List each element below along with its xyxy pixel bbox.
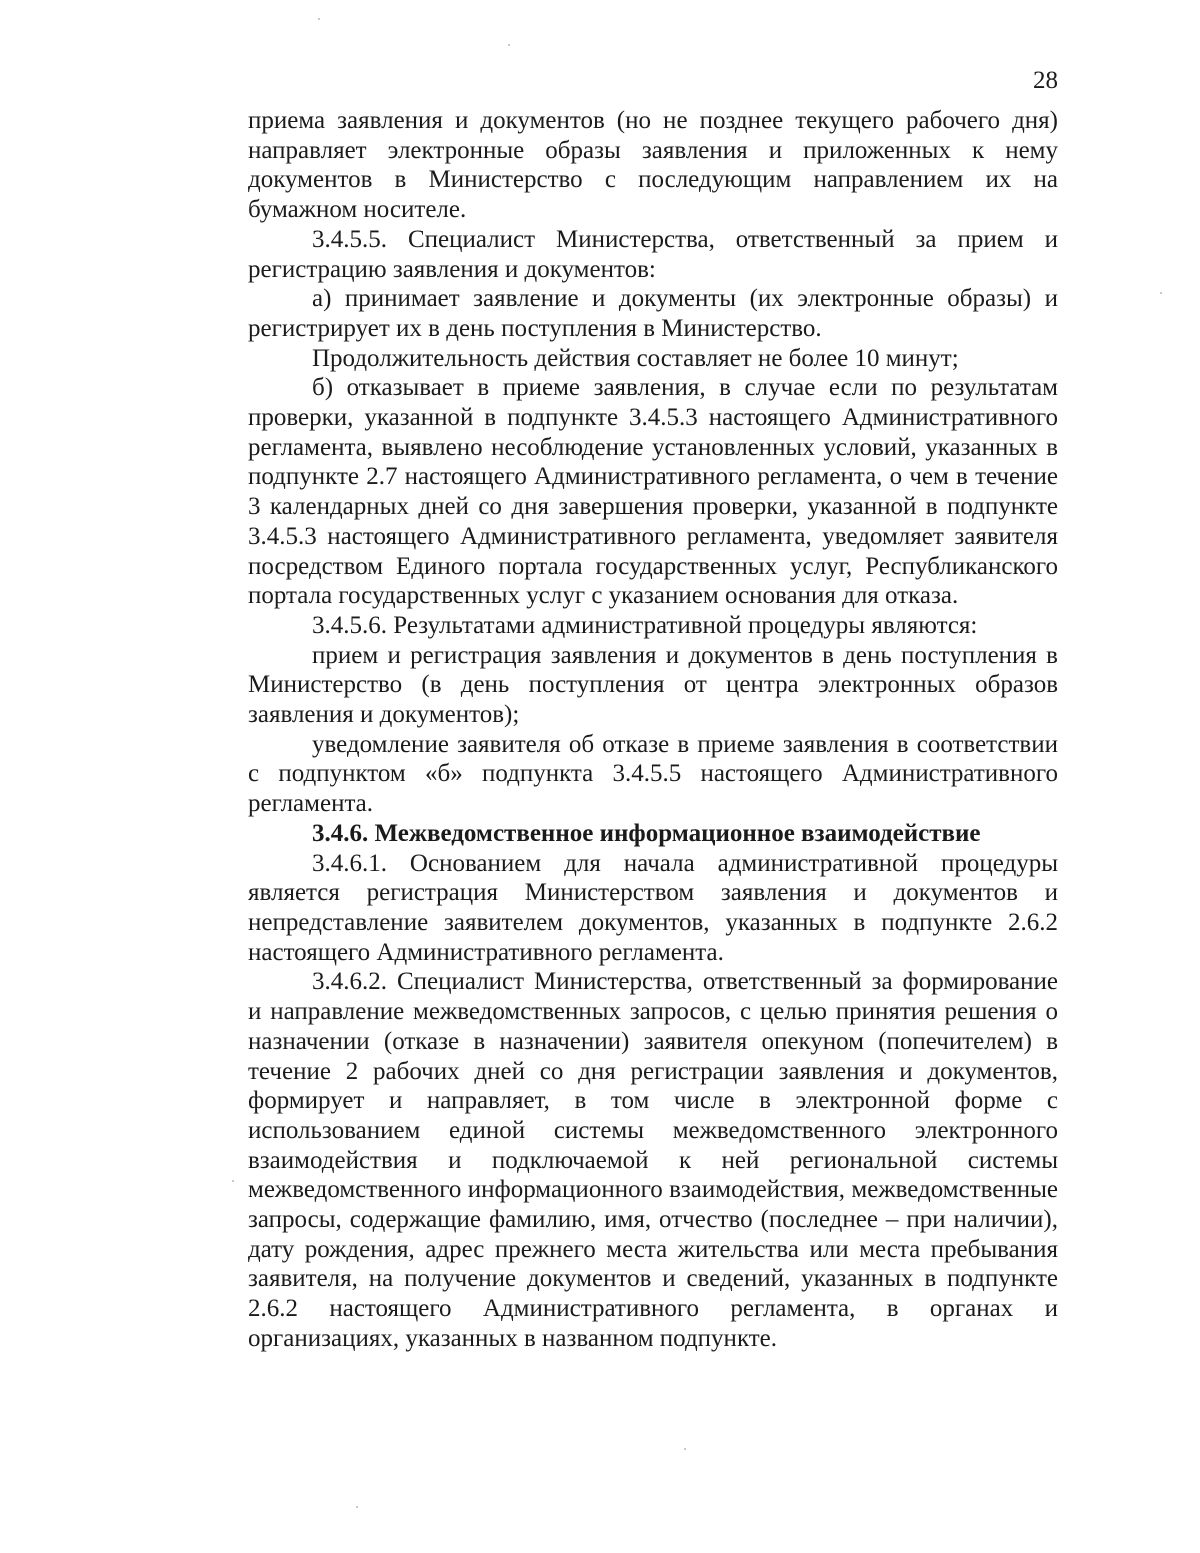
scan-speck bbox=[232, 1180, 234, 1182]
paragraph-3-4-5-6: 3.4.5.6. Результатами административной процедуры являются: bbox=[312, 611, 978, 639]
paragraph-result-refusal: уведомление заявителя об отказе в приеме заявления в соответствии с подпунктом «б» подпункта 3.4.5.5 настоящего Административного регламента. bbox=[248, 730, 1058, 818]
paragraph-3-4-6-2: 3.4.6.2. Специалист Министерства, ответственный за формирование и направление межведомственных запросов, с целью принятия решения о назначении (отказе в назначении) заявителя опекуном (попечителем) в течение 2 рабочих дней со дня регистрации заявления и документов, формирует и направляет, в том числе в электронной форме с использованием единой системы межведомственного электронного взаимодействия и подключаемой к ней региональной системы межведомственного информационного взаимодействия, межведомственные запросы, содержащие фамилию, имя, отчество (последнее – при наличии), дату рождения, адрес прежнего места жительства или места пребывания заявителя, на получение документов и сведений, указанных в подпункте 2.6.2 настоящего Административного регламента, в органах и организациях, указанных в названном подпункте. bbox=[248, 968, 1058, 1352]
scan-speck bbox=[508, 44, 510, 46]
paragraph-3-4-6-1: 3.4.6.1. Основанием для начала административной процедуры является регистрация Министерством заявления и документов и непредставление заявителем документов, указанных в подпункте 2.6.2 настоящего Административного регламента. bbox=[248, 849, 1058, 966]
section-heading-3-4-6: 3.4.6. Межведомственное информационное взаимодействие bbox=[312, 819, 981, 847]
scan-speck bbox=[318, 18, 320, 20]
paragraph-duration: Продолжительность действия составляет не более 10 минут; bbox=[312, 344, 959, 372]
paragraph-result-registration: прием и регистрация заявления и документов в день поступления в Министерство (в день поступления от центра электронных образов заявления и документов); bbox=[248, 641, 1058, 729]
paragraph-continuation: приема заявления и документов (но не позднее текущего рабочего дня) направляет электронные образы заявления и приложенных к нему документов в Министерство с последующим направлением их на бумажном носителе. bbox=[248, 107, 1058, 224]
paragraph-item-a: а) принимает заявление и документы (их электронные образы) и регистрирует их в день поступления в Министерство. bbox=[248, 285, 1058, 342]
paragraph-3-4-5-5: 3.4.5.5. Специалист Министерства, ответственный за прием и регистрацию заявления и документов: bbox=[248, 225, 1058, 283]
scan-speck bbox=[1160, 292, 1162, 294]
document-body bbox=[248, 106, 1058, 1354]
scan-speck bbox=[356, 1506, 358, 1508]
scan-speck bbox=[684, 1448, 686, 1450]
page-number: 28 bbox=[1033, 67, 1058, 94]
paragraph-item-b: б) отказывает в приеме заявления, в случае если по результатам проверки, указанной в подпункте 3.4.5.3 настоящего Административного регламента, выявлено несоблюдение установленных условий, указанных в подпункте 2.7 настоящего Административного регламента, о чем в течение 3 календарных дней со дня завершения проверки, указанной в подпункте 3.4.5.3 настоящего Административного регламента, уведомляет заявителя посредством Единого портала государственных услуг, Республиканского портала государственных услуг с указанием основания для отказа. bbox=[248, 374, 1058, 610]
